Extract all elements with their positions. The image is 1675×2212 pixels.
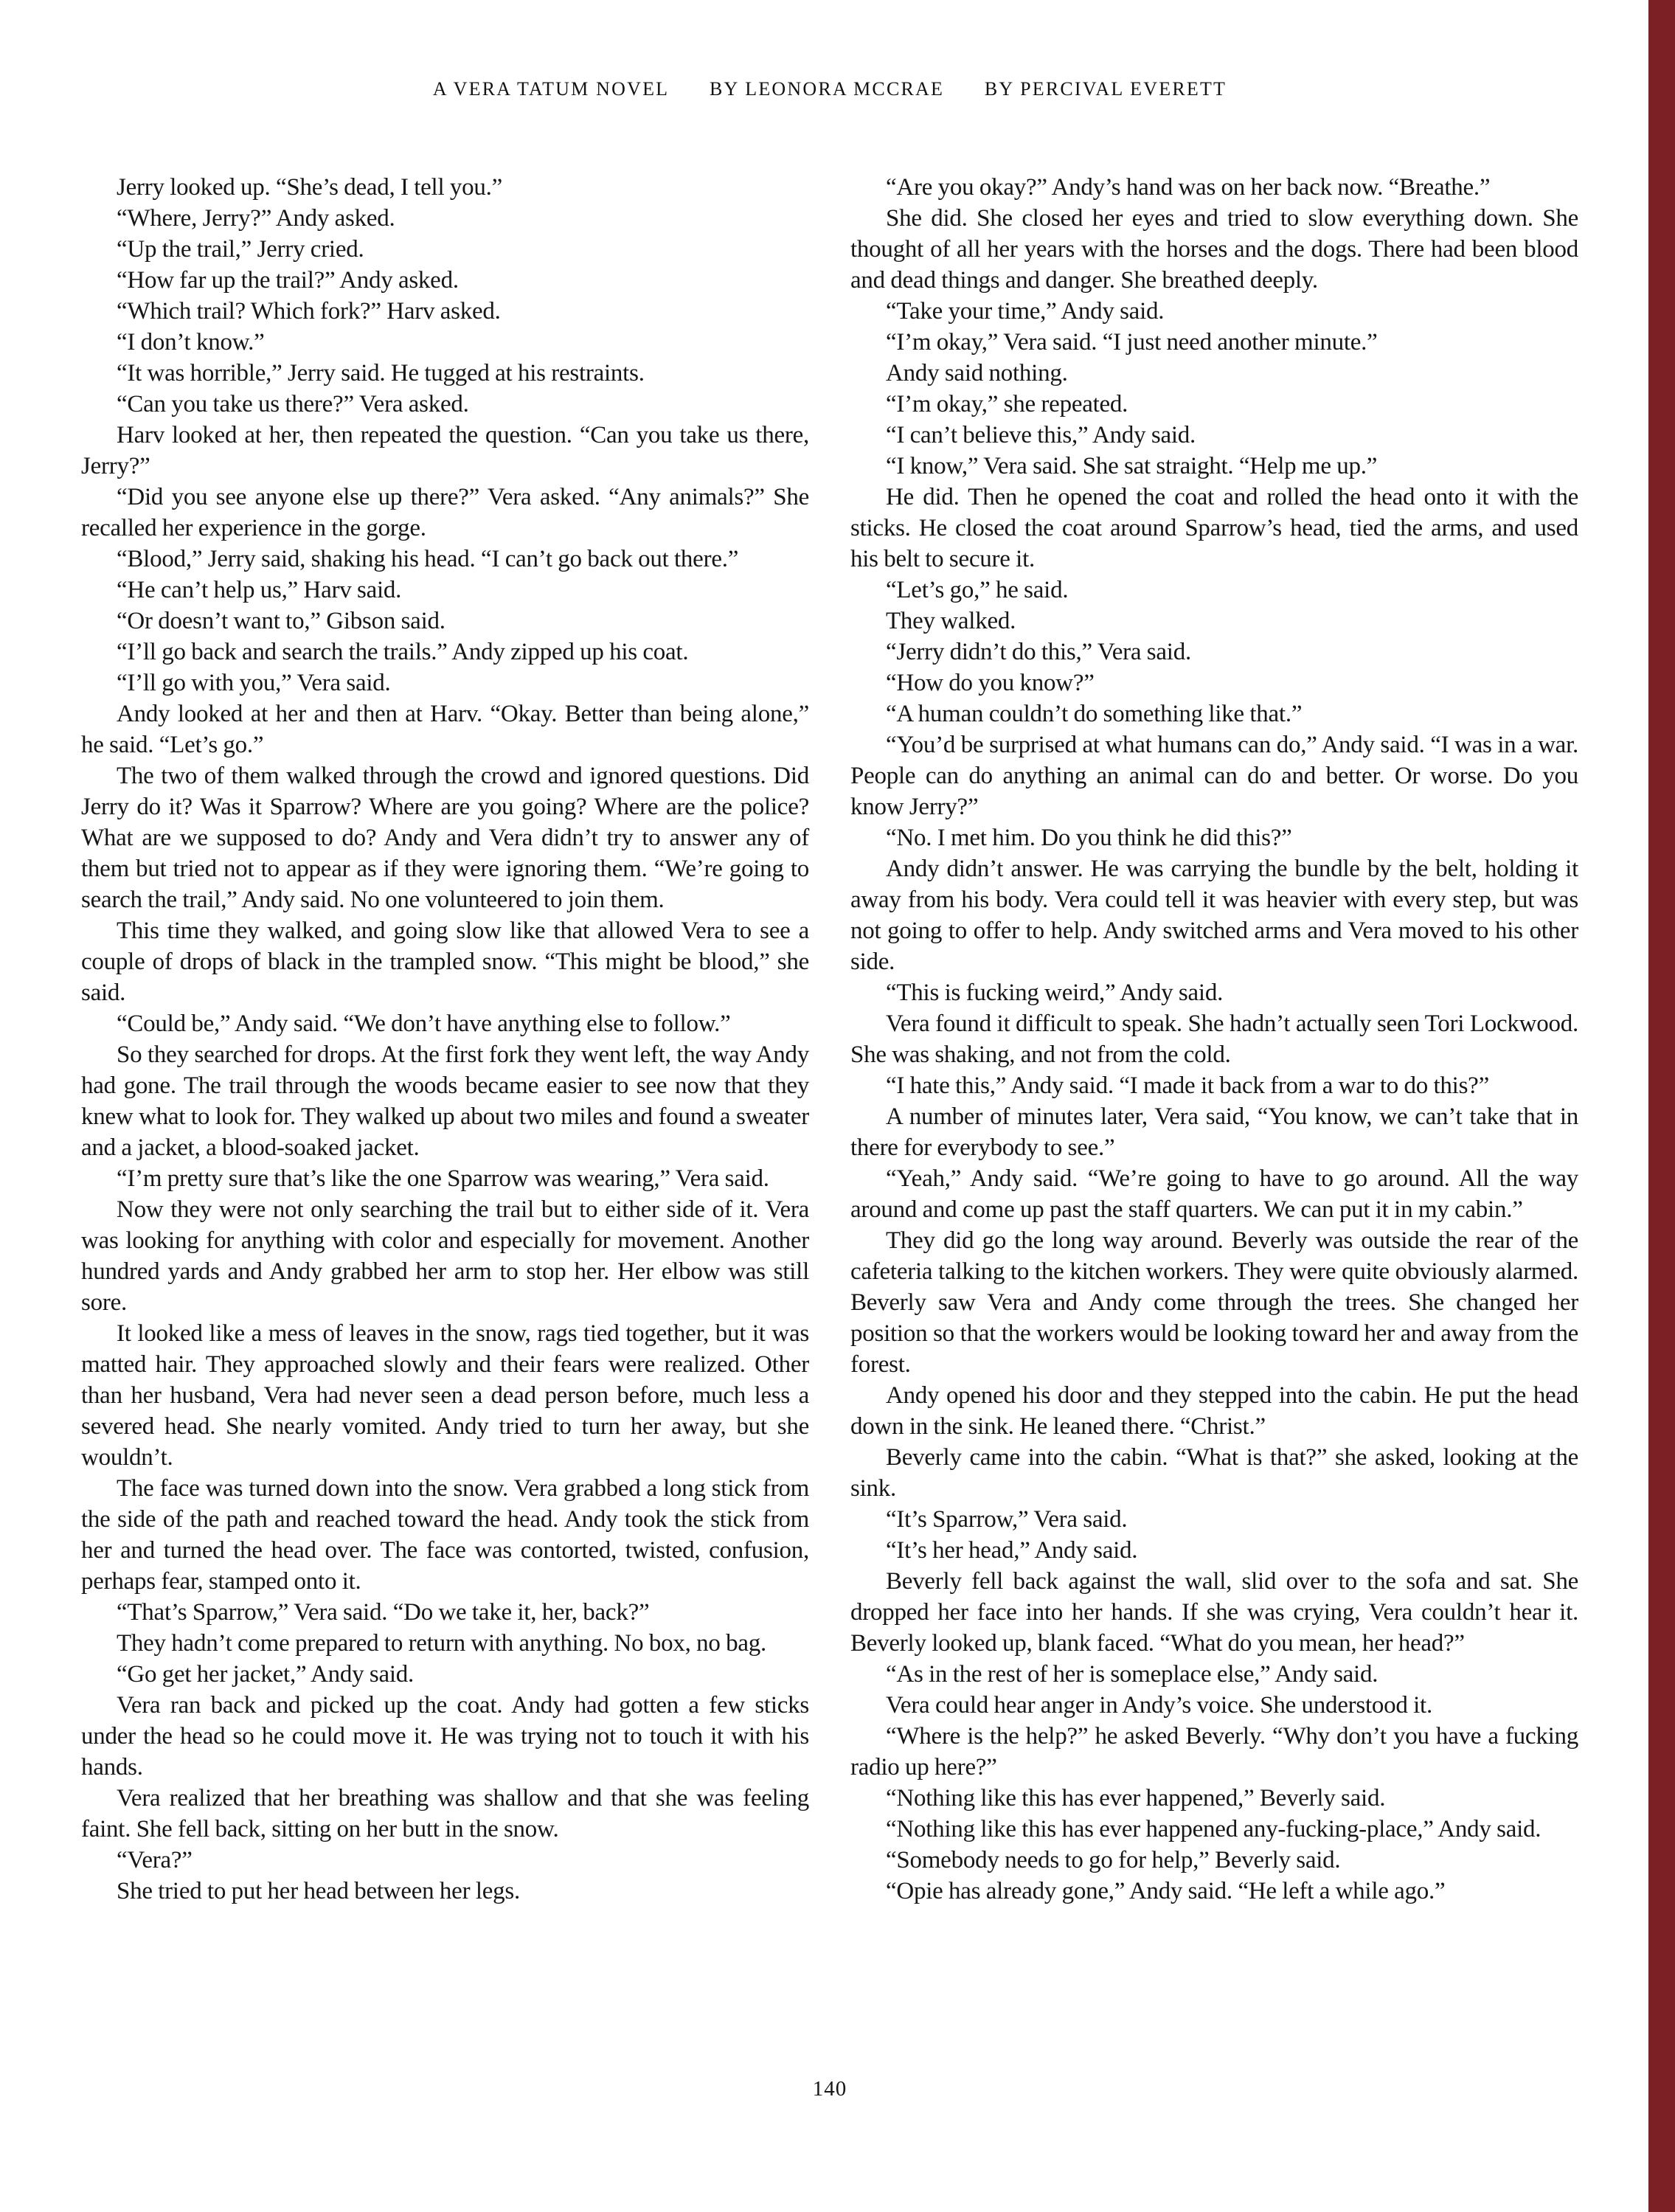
paragraph: “I hate this,” Andy said. “I made it back from a war to do this?” bbox=[886, 1072, 1489, 1099]
paragraph: “Can you take us there?” Vera asked. bbox=[117, 391, 469, 417]
paragraph: “Could be,” Andy said. “We don’t have anything else to follow.” bbox=[117, 1010, 731, 1037]
paragraph: “Or doesn’t want to,” Gibson said. bbox=[117, 608, 445, 634]
paragraph: “Opie has already gone,” Andy said. “He left a while ago.” bbox=[886, 1878, 1446, 1904]
paragraph: “That’s Sparrow,” Vera said. “Do we take it, her, back?” bbox=[117, 1599, 650, 1626]
paragraph: A number of minutes later, Vera said, “You know, we can’t take that in there for everybody to see.” bbox=[850, 1103, 1578, 1161]
paragraph: “I’ll go with you,” Vera said. bbox=[117, 670, 391, 696]
paragraph: “I’m pretty sure that’s like the one Sparrow was wearing,” Vera said. bbox=[117, 1165, 769, 1192]
paragraph: Vera ran back and picked up the coat. Andy had gotten a few sticks under the head so he could move it. He was trying not to touch it with his hands. bbox=[81, 1692, 809, 1781]
paragraph: He did. Then he opened the coat and rolled the head onto it with the sticks. He closed the coat around Sparrow’s head, tied the arms, and used his belt to secure it. bbox=[850, 484, 1578, 572]
paragraph: They walked. bbox=[886, 608, 1016, 634]
paragraph: “Jerry didn’t do this,” Vera said. bbox=[886, 639, 1191, 665]
paragraph: “It was horrible,” Jerry said. He tugged at his restraints. bbox=[117, 360, 645, 386]
paragraph: “Blood,” Jerry said, shaking his head. “I can’t go back out there.” bbox=[117, 546, 739, 572]
paragraph: “You’d be surprised at what humans can do,” Andy said. “I was in a war. People can do anything an animal can do and better. Or worse. Do you know Jerry?” bbox=[850, 732, 1578, 820]
paragraph: “I can’t believe this,” Andy said. bbox=[886, 422, 1196, 448]
paragraph: “As in the rest of her is someplace else,” Andy said. bbox=[886, 1661, 1379, 1688]
paragraph: “It’s Sparrow,” Vera said. bbox=[886, 1506, 1128, 1533]
paragraph: “No. I met him. Do you think he did this?” bbox=[886, 825, 1292, 851]
paragraph: “How do you know?” bbox=[886, 670, 1095, 696]
paragraph: She did. She closed her eyes and tried to slow everything down. She thought of all her years with the horses and the dogs. There had been blood and dead things and danger. She breathed deeply. bbox=[850, 205, 1578, 294]
paragraph: “Nothing like this has ever happened,” Beverly said. bbox=[886, 1785, 1386, 1811]
paragraph: Andy didn’t answer. He was carrying the bundle by the belt, holding it away from his body. Vera could tell it was heavier with every step, but was not going to offer to help. Andy switched arms and Vera moved to his other side. bbox=[850, 856, 1578, 975]
paragraph: Harv looked at her, then repeated the question. “Can you take us there, Jerry?” bbox=[81, 422, 809, 479]
paragraph: “Did you see anyone else up there?” Vera asked. “Any animals?” She recalled her experience in the gorge. bbox=[81, 484, 809, 541]
paragraph: “Which trail? Which fork?” Harv asked. bbox=[117, 298, 501, 325]
paragraph: So they searched for drops. At the first fork they went left, the way Andy had gone. The trail through the woods became easier to see now that they knew what to look for. They walked up about two miles and found a sweater and a jacket, a blood-soaked jacket. bbox=[81, 1041, 809, 1161]
paragraph: They hadn’t come prepared to return with anything. No box, no bag. bbox=[117, 1630, 766, 1657]
paragraph: This time they walked, and going slow like that allowed Vera to see a couple of drops of black in the trampled snow. “This might be blood,” she said. bbox=[81, 918, 809, 1006]
paragraph: “A human couldn’t do something like that.” bbox=[886, 701, 1303, 727]
paragraph: “Where, Jerry?” Andy asked. bbox=[117, 205, 395, 232]
paragraph: “Yeah,” Andy said. “We’re going to have to go around. All the way around and come up past the staff quarters. We can put it in my cabin.” bbox=[850, 1165, 1578, 1223]
paragraph: “Are you okay?” Andy’s hand was on her back now. “Breathe.” bbox=[886, 174, 1491, 201]
paragraph: “Go get her jacket,” Andy said. bbox=[117, 1661, 415, 1688]
paragraph: “I’m okay,” Vera said. “I just need another minute.” bbox=[886, 329, 1378, 356]
paragraph: “I know,” Vera said. She sat straight. “Help me up.” bbox=[886, 453, 1378, 479]
paragraph: It looked like a mess of leaves in the snow, rags tied together, but it was matted hair. They approached slowly and their fears were realized. Other than her husband, Vera had never seen a dead person before, much less a severed head. She nearly vomited. Andy tried to turn her away, but she wouldn’t. bbox=[81, 1320, 809, 1471]
paragraph: Andy said nothing. bbox=[886, 360, 1068, 386]
series-title: A VERA TATUM NOVEL bbox=[432, 78, 670, 100]
paragraph: Vera could hear anger in Andy’s voice. She understood it. bbox=[886, 1692, 1432, 1719]
column-left bbox=[81, 172, 809, 1907]
paragraph: “Up the trail,” Jerry cried. bbox=[117, 236, 364, 263]
paragraph: “Vera?” bbox=[117, 1847, 193, 1873]
paragraph: “It’s her head,” Andy said. bbox=[886, 1537, 1138, 1564]
paragraph: They did go the long way around. Beverly was outside the rear of the cafeteria talking to the kitchen workers. They were quite obviously alarmed. Beverly saw Vera and Andy come through the trees. She changed her position so that the workers would be looking toward her and away from the forest. bbox=[850, 1227, 1578, 1378]
paragraph: She tried to put her head between her legs. bbox=[117, 1878, 520, 1904]
paragraph: Andy opened his door and they stepped into the cabin. He put the head down in the sink. He leaned there. “Christ.” bbox=[850, 1382, 1578, 1440]
paragraph: Andy looked at her and then at Harv. “Okay. Better than being alone,” he said. “Let’s go.” bbox=[81, 701, 809, 758]
paragraph: “Nothing like this has ever happened any-fucking-place,” Andy said. bbox=[886, 1816, 1542, 1842]
paragraph: Beverly came into the cabin. “What is that?” she asked, looking at the sink. bbox=[850, 1444, 1578, 1502]
paragraph: The two of them walked through the crowd and ignored questions. Did Jerry do it? Was it Sparrow? Where are you going? Where are the police? What are we supposed to do? Andy and Vera didn’t try to answer any of them but tried not to appear as if they were ignoring them. “We’re going to search the trail,” Andy said. No one volunteered to join them. bbox=[81, 763, 809, 913]
paragraph: “I’m okay,” she repeated. bbox=[886, 391, 1128, 417]
paragraph: “He can’t help us,” Harv said. bbox=[117, 577, 402, 603]
text-columns bbox=[81, 172, 1578, 1907]
paragraph: “How far up the trail?” Andy asked. bbox=[117, 267, 459, 294]
paragraph: Vera found it difficult to speak. She hadn’t actually seen Tori Lockwood. She was shaking, and not from the cold. bbox=[850, 1010, 1578, 1068]
paragraph: The face was turned down into the snow. Vera grabbed a long stick from the side of the path and reached toward the head. Andy took the stick from her and turned the head over. The face was contorted, twisted, confusion, perhaps fear, stamped onto it. bbox=[81, 1475, 809, 1595]
paragraph: “Take your time,” Andy said. bbox=[886, 298, 1165, 325]
paragraph: “This is fucking weird,” Andy said. bbox=[886, 980, 1224, 1006]
paragraph: “Somebody needs to go for help,” Beverly said. bbox=[886, 1847, 1341, 1873]
page-number: 140 bbox=[812, 2077, 847, 2101]
paragraph: “Where is the help?” he asked Beverly. “Why don’t you have a fucking radio up here?” bbox=[850, 1723, 1578, 1781]
paragraph: Now they were not only searching the trail but to either side of it. Vera was looking for anything with color and especially for movement. Another hundred yards and Andy grabbed her arm to stop her. Her elbow was still sore. bbox=[81, 1196, 809, 1316]
byline-mccrae: BY LEONORA MCCRAE bbox=[709, 78, 945, 100]
paragraph: Vera realized that her breathing was shallow and that she was feeling faint. She fell back, sitting on her butt in the snow. bbox=[81, 1785, 809, 1842]
paragraph: “I don’t know.” bbox=[117, 329, 265, 356]
paragraph: “I’ll go back and search the trails.” Andy zipped up his coat. bbox=[117, 639, 689, 665]
page-edge-color-bar bbox=[1648, 0, 1675, 2212]
running-head bbox=[81, 78, 1578, 100]
paragraph: Jerry looked up. “She’s dead, I tell you.” bbox=[117, 174, 503, 201]
paragraph: “Let’s go,” he said. bbox=[886, 577, 1069, 603]
column-right bbox=[850, 172, 1578, 1907]
paragraph: Beverly fell back against the wall, slid over to the sofa and sat. She dropped her face into her hands. If she was crying, Vera couldn’t hear it. Beverly looked up, blank faced. “What do you mean, her head?” bbox=[850, 1568, 1578, 1657]
byline-everett: BY PERCIVAL EVERETT bbox=[984, 78, 1227, 100]
